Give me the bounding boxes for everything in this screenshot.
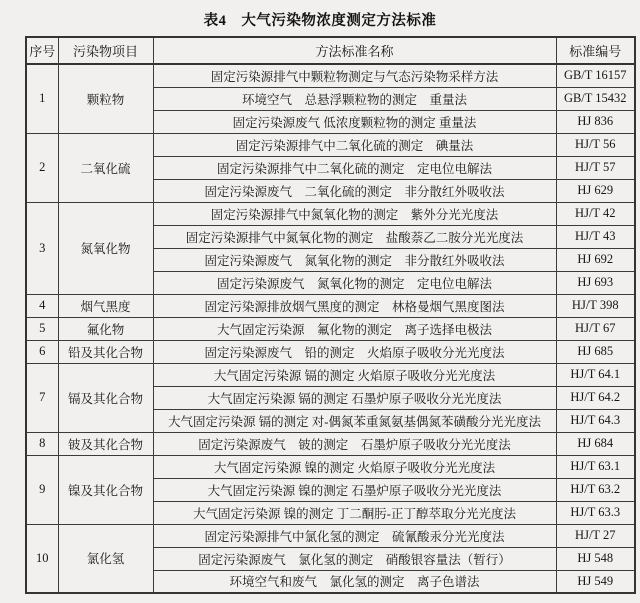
method-name-cell: 大气固定污染源 镉的测定 火焰原子吸收分光光度法 (153, 363, 556, 386)
method-name-cell: 大气固定污染源 镍的测定 火焰原子吸收分光光度法 (153, 455, 556, 478)
standards-table (25, 36, 636, 594)
column-header-no: 序号 (26, 37, 58, 64)
row-number-cell: 7 (26, 363, 58, 432)
header-row (26, 37, 635, 64)
method-name-cell: 固定污染源废气 二氧化硫的测定 非分散红外吸收法 (153, 179, 556, 202)
method-name-cell: 环境空气和废气 氯化氢的测定 离子色谱法 (153, 570, 556, 593)
method-name-cell: 固定污染源排气中氮氧化物的测定 紫外分光光度法 (153, 202, 556, 225)
table-row (26, 455, 635, 478)
table-row (26, 432, 635, 455)
pollutant-cell: 氯化氢 (58, 524, 153, 593)
pollutant-cell: 镍及其化合物 (58, 455, 153, 524)
row-number-cell: 6 (26, 340, 58, 363)
page-title: 表4 大气污染物浓度测定方法标准 (203, 13, 437, 29)
row-number-cell: 3 (26, 202, 58, 294)
method-name-cell: 固定污染源废气 铅的测定 火焰原子吸收分光光度法 (153, 340, 556, 363)
method-name-cell: 大气固定污染源 氟化物的测定 离子选择电极法 (153, 317, 556, 340)
standard-code-cell: HJ/T 57 (556, 156, 635, 179)
table-row (26, 64, 635, 87)
method-name-cell: 固定污染源排气中二氧化硫的测定 定电位电解法 (153, 156, 556, 179)
pollutant-cell: 二氧化硫 (58, 133, 153, 202)
method-name-cell: 固定污染源排气中二氧化硫的测定 碘量法 (153, 133, 556, 156)
method-name-cell: 大气固定污染源 镉的测定 对-偶氮苯重氮氨基偶氮苯磺酸分光光度法 (153, 409, 556, 432)
pollutant-cell: 氮氧化物 (58, 202, 153, 294)
standard-code-cell: HJ/T 42 (556, 202, 635, 225)
standard-code-cell: HJ 629 (556, 179, 635, 202)
method-name-cell: 大气固定污染源 镍的测定 石墨炉原子吸收分光光度法 (153, 478, 556, 501)
method-name-cell: 固定污染源排放烟气黑度的测定 林格曼烟气黑度图法 (153, 294, 556, 317)
method-name-cell: 固定污染源废气 氮氧化物的测定 定电位电解法 (153, 271, 556, 294)
standard-code-cell: HJ/T 43 (556, 225, 635, 248)
method-name-cell: 固定污染源废气 铍的测定 石墨炉原子吸收分光光度法 (153, 432, 556, 455)
standard-code-cell: HJ/T 398 (556, 294, 635, 317)
standard-code-cell: HJ 684 (556, 432, 635, 455)
table-row (26, 363, 635, 386)
pollutant-cell: 镉及其化合物 (58, 363, 153, 432)
standard-code-cell: HJ 836 (556, 110, 635, 133)
standard-code-cell: HJ/T 27 (556, 524, 635, 547)
pollutant-cell: 颗粒物 (58, 64, 153, 133)
standard-code-cell: HJ/T 63.2 (556, 478, 635, 501)
standard-code-cell: HJ/T 64.1 (556, 363, 635, 386)
pollutant-cell: 铍及其化合物 (58, 432, 153, 455)
pollutant-cell: 氟化物 (58, 317, 153, 340)
standard-code-cell: HJ/T 63.3 (556, 501, 635, 524)
row-number-cell: 4 (26, 294, 58, 317)
column-header-method: 方法标准名称 (153, 37, 556, 64)
table-row (26, 202, 635, 225)
standard-code-cell: HJ/T 56 (556, 133, 635, 156)
table-row (26, 133, 635, 156)
row-number-cell: 9 (26, 455, 58, 524)
row-number-cell: 5 (26, 317, 58, 340)
table-row (26, 317, 635, 340)
row-number-cell: 8 (26, 432, 58, 455)
pollutant-cell: 铅及其化合物 (58, 340, 153, 363)
standard-code-cell: HJ/T 63.1 (556, 455, 635, 478)
method-name-cell: 固定污染源废气 低浓度颗粒物的测定 重量法 (153, 110, 556, 133)
method-name-cell: 环境空气 总悬浮颗粒物的测定 重量法 (153, 87, 556, 110)
standard-code-cell: HJ 692 (556, 248, 635, 271)
row-number-cell: 2 (26, 133, 58, 202)
standard-code-cell: HJ 549 (556, 570, 635, 593)
method-name-cell: 大气固定污染源 镉的测定 石墨炉原子吸收分光光度法 (153, 386, 556, 409)
standard-code-cell: GB/T 16157 (556, 64, 635, 87)
column-header-code: 标准编号 (556, 37, 635, 64)
pollutant-cell: 烟气黑度 (58, 294, 153, 317)
row-number-cell: 10 (26, 524, 58, 593)
table-row (26, 294, 635, 317)
table-row (26, 524, 635, 547)
row-number-cell: 1 (26, 64, 58, 133)
standard-code-cell: HJ/T 67 (556, 317, 635, 340)
method-name-cell: 固定污染源排气中氮氧化物的测定 盐酸萘乙二胺分光光度法 (153, 225, 556, 248)
standard-code-cell: HJ/T 64.3 (556, 409, 635, 432)
method-name-cell: 固定污染源排气中氯化氢的测定 硫氰酸汞分光光度法 (153, 524, 556, 547)
method-name-cell: 大气固定污染源 镍的测定 丁二酮肟-正丁醇萃取分光光度法 (153, 501, 556, 524)
standard-code-cell: GB/T 15432 (556, 87, 635, 110)
method-name-cell: 固定污染源废气 氯化氢的测定 硝酸银容量法（暂行） (153, 547, 556, 570)
standard-code-cell: HJ 693 (556, 271, 635, 294)
standard-code-cell: HJ/T 64.2 (556, 386, 635, 409)
column-header-pollutant: 污染物项目 (58, 37, 153, 64)
method-name-cell: 固定污染源废气 氮氧化物的测定 非分散红外吸收法 (153, 248, 556, 271)
standard-code-cell: HJ 685 (556, 340, 635, 363)
method-name-cell: 固定污染源排气中颗粒物测定与气态污染物采样方法 (153, 64, 556, 87)
table-row (26, 340, 635, 363)
standard-code-cell: HJ 548 (556, 547, 635, 570)
